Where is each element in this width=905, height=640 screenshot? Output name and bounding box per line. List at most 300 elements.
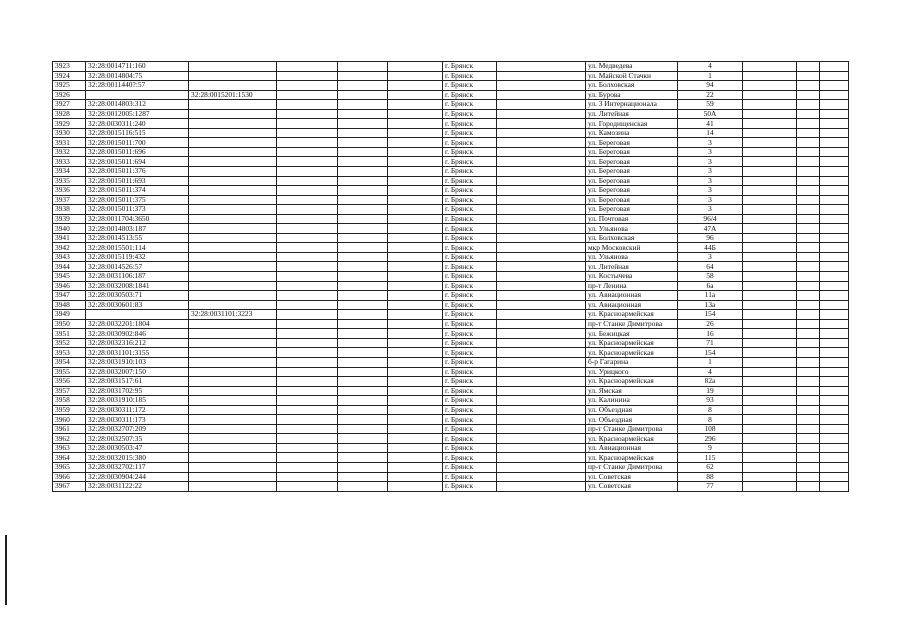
row-number: 3948 [53,300,86,310]
cadastral-number-alt [189,434,277,444]
empty-cell [338,472,388,482]
cadastral-number-alt [189,167,277,177]
empty-cell [277,348,338,358]
empty-cell [277,300,338,310]
empty-cell [797,396,820,406]
empty-cell [743,357,797,367]
empty-cell [743,472,797,482]
empty-cell [743,147,797,157]
row-number: 3927 [53,100,86,110]
street-cell: ул. Береговая [586,186,678,196]
street-cell: ул. Литейная [586,262,678,272]
table-row [53,453,849,463]
city-cell: г. Брянск [443,205,497,215]
empty-cell [277,195,338,205]
empty-cell [820,167,849,177]
cadastral-number: 32:28:0031910:185 [86,396,189,406]
empty-cell [388,310,443,320]
street-cell: ул. Береговая [586,157,678,167]
cadastral-number-alt [189,147,277,157]
empty-cell [497,377,586,387]
house-number-cell: 64 [678,262,743,272]
table-row [53,396,849,406]
cadastral-number: 32:28:0032702:117 [86,462,189,472]
table-row [53,214,849,224]
table-row [53,405,849,415]
empty-cell [388,386,443,396]
street-cell: ул. Ульянова [586,224,678,234]
street-cell: ул. Красноармейская [586,310,678,320]
cadastral-number-alt [189,281,277,291]
empty-cell [797,424,820,434]
house-number-cell: 154 [678,310,743,320]
street-cell: ул. Костычева [586,272,678,282]
row-number: 3964 [53,453,86,463]
empty-cell [338,482,388,492]
table-row [53,205,849,215]
city-cell: г. Брянск [443,357,497,367]
empty-cell [743,252,797,262]
city-cell: г. Брянск [443,377,497,387]
street-cell: ул. Бурова [586,90,678,100]
empty-cell [497,205,586,215]
street-cell: ул. Авиационная [586,300,678,310]
row-number: 3942 [53,243,86,253]
empty-cell [743,434,797,444]
street-cell: ул. Советская [586,482,678,492]
city-cell: г. Брянск [443,233,497,243]
cadastral-number: 32:28:0031702:95 [86,386,189,396]
empty-cell [497,233,586,243]
empty-cell [797,233,820,243]
empty-cell [820,252,849,262]
empty-cell [820,415,849,425]
empty-cell [277,329,338,339]
house-number-cell: 62 [678,462,743,472]
cadastral-number: 32:28:0015116:515 [86,128,189,138]
cadastral-number: 32:28:0030311:240 [86,119,189,129]
cadastral-number: 32:28:0011440?:57 [86,81,189,91]
empty-cell [497,119,586,129]
row-number: 3932 [53,147,86,157]
cadastral-number: 32:28:0032007:150 [86,367,189,377]
house-number-cell: 93 [678,396,743,406]
house-number-cell: 3 [678,186,743,196]
empty-cell [388,262,443,272]
empty-cell [797,443,820,453]
table-row [53,243,849,253]
table-row [53,119,849,129]
empty-cell [388,157,443,167]
empty-cell [820,338,849,348]
cadastral-number-alt [189,319,277,329]
row-number: 3958 [53,396,86,406]
city-cell: г. Брянск [443,329,497,339]
empty-cell [797,195,820,205]
empty-cell [820,233,849,243]
empty-cell [497,300,586,310]
empty-cell [820,472,849,482]
empty-cell [820,100,849,110]
house-number-cell: 96 [678,233,743,243]
empty-cell [797,205,820,215]
city-cell: г. Брянск [443,443,497,453]
cadastral-number: 32:28:0015011:375 [86,195,189,205]
empty-cell [277,377,338,387]
house-number-cell: 4 [678,367,743,377]
table-row [53,100,849,110]
cadastral-number: 32:28:0031910:103 [86,357,189,367]
empty-cell [797,386,820,396]
row-number: 3923 [53,62,86,72]
empty-cell [497,405,586,415]
row-number: 3931 [53,138,86,148]
empty-cell [338,348,388,358]
cadastral-number-alt [189,128,277,138]
house-number-cell: 11а [678,291,743,301]
empty-cell [388,291,443,301]
empty-cell [338,205,388,215]
empty-cell [277,415,338,425]
empty-cell [338,224,388,234]
empty-cell [497,157,586,167]
cadastral-number: 32:28:0030601:83 [86,300,189,310]
city-cell: г. Брянск [443,176,497,186]
house-number-cell: 71 [678,338,743,348]
house-number-cell: 44Б [678,243,743,253]
table-row [53,62,849,72]
empty-cell [497,109,586,119]
empty-cell [338,443,388,453]
empty-cell [497,415,586,425]
city-cell: г. Брянск [443,224,497,234]
city-cell: г. Брянск [443,338,497,348]
row-number: 3952 [53,338,86,348]
empty-cell [797,138,820,148]
house-number-cell: 88 [678,472,743,482]
table-row [53,434,849,444]
empty-cell [388,348,443,358]
empty-cell [797,252,820,262]
city-cell: г. Брянск [443,71,497,81]
empty-cell [743,310,797,320]
cadastral-number-alt [189,377,277,387]
empty-cell [820,138,849,148]
house-number-cell: 3 [678,138,743,148]
table-row [53,319,849,329]
cadastral-number: 32:28:0014711:160 [86,62,189,72]
empty-cell [277,386,338,396]
empty-cell [338,167,388,177]
table-row [53,138,849,148]
city-cell: г. Брянск [443,291,497,301]
empty-cell [820,367,849,377]
cadastral-number-alt [189,348,277,358]
empty-cell [820,71,849,81]
empty-cell [338,329,388,339]
row-number: 3949 [53,310,86,320]
empty-cell [338,195,388,205]
row-number: 3924 [53,71,86,81]
house-number-cell: 1 [678,71,743,81]
house-number-cell: 4 [678,62,743,72]
empty-cell [388,90,443,100]
table-row [53,186,849,196]
city-cell: г. Брянск [443,367,497,377]
city-cell: г. Брянск [443,462,497,472]
cadastral-number: 32:28:0030311:173 [86,415,189,425]
table-row [53,291,849,301]
empty-cell [797,405,820,415]
empty-cell [497,472,586,482]
empty-cell [743,128,797,138]
empty-cell [797,81,820,91]
street-cell: б-р Гагарина [586,357,678,367]
cadastral-number: 32:28:0011704:3650 [86,214,189,224]
street-cell: ул. Красноармейская [586,453,678,463]
empty-cell [388,396,443,406]
empty-cell [497,81,586,91]
empty-cell [820,357,849,367]
empty-cell [388,186,443,196]
empty-cell [388,128,443,138]
house-number-cell: 108 [678,424,743,434]
empty-cell [743,482,797,492]
empty-cell [743,262,797,272]
cadastral-number: 32:28:0032201:1804 [86,319,189,329]
empty-cell [820,62,849,72]
city-cell: г. Брянск [443,386,497,396]
empty-cell [277,262,338,272]
empty-cell [338,396,388,406]
empty-cell [743,224,797,234]
cadastral-number-alt [189,300,277,310]
cadastral-number-alt [189,424,277,434]
empty-cell [388,100,443,110]
empty-cell [497,214,586,224]
empty-cell [388,415,443,425]
empty-cell [743,100,797,110]
empty-cell [277,138,338,148]
cadastral-number-alt [189,386,277,396]
empty-cell [388,357,443,367]
street-cell: ул. Городищенская [586,119,678,129]
empty-cell [797,214,820,224]
empty-cell [743,462,797,472]
table-row [53,300,849,310]
cadastral-number-alt: 32:28:0031101:3223 [189,310,277,320]
empty-cell [497,357,586,367]
empty-cell [743,377,797,387]
empty-cell [743,167,797,177]
empty-cell [797,100,820,110]
table-row [53,167,849,177]
empty-cell [497,224,586,234]
empty-cell [497,291,586,301]
cadastral-number-alt [189,243,277,253]
empty-cell [497,281,586,291]
cadastral-number: 32:28:0032015:380 [86,453,189,463]
city-cell: г. Брянск [443,434,497,444]
empty-cell [277,434,338,444]
empty-cell [497,462,586,472]
empty-cell [497,147,586,157]
empty-cell [338,405,388,415]
house-number-cell: 94 [678,81,743,91]
empty-cell [388,195,443,205]
empty-cell [743,424,797,434]
house-number-cell: 26 [678,319,743,329]
house-number-cell: 58 [678,272,743,282]
empty-cell [497,348,586,358]
street-cell: пр-т Станке Димитрова [586,319,678,329]
empty-cell [388,233,443,243]
cadastral-number-alt [189,291,277,301]
street-cell: ул. Болховская [586,233,678,243]
cadastral-number: 32:28:0012005:1287 [86,109,189,119]
table-row [53,262,849,272]
cadastral-number-alt [189,233,277,243]
city-cell: г. Брянск [443,100,497,110]
empty-cell [338,100,388,110]
cadastral-number: 32:28:0015011:376 [86,167,189,177]
empty-cell [388,453,443,463]
empty-cell [388,119,443,129]
cadastral-number: 32:28:0032316:212 [86,338,189,348]
empty-cell [820,377,849,387]
house-number-cell: 296 [678,434,743,444]
empty-cell [338,291,388,301]
empty-cell [338,434,388,444]
empty-cell [277,405,338,415]
street-cell: ул. Камозина [586,128,678,138]
empty-cell [497,100,586,110]
empty-cell [338,233,388,243]
street-cell: ул. Калинина [586,396,678,406]
empty-cell [277,186,338,196]
house-number-cell: 82а [678,377,743,387]
empty-cell [338,109,388,119]
table-row [53,482,849,492]
empty-cell [743,281,797,291]
cadastral-number: 32:28:0030904:244 [86,472,189,482]
empty-cell [820,329,849,339]
house-number-cell: 3 [678,167,743,177]
empty-cell [277,462,338,472]
table-row [53,415,849,425]
cadastral-number-alt [189,252,277,262]
city-cell: г. Брянск [443,281,497,291]
row-number: 3966 [53,472,86,482]
cadastral-number: 32:28:0032707:209 [86,424,189,434]
empty-cell [820,205,849,215]
row-number: 3961 [53,424,86,434]
row-number: 3943 [53,252,86,262]
cadastral-number-alt [189,71,277,81]
table-row [53,109,849,119]
cadastral-number: 32:28:0031122:22 [86,482,189,492]
row-number: 3936 [53,186,86,196]
empty-cell [743,291,797,301]
empty-cell [338,62,388,72]
empty-cell [743,195,797,205]
empty-cell [820,176,849,186]
empty-cell [497,176,586,186]
city-cell: г. Брянск [443,405,497,415]
cadastral-number-alt [189,109,277,119]
empty-cell [338,424,388,434]
empty-cell [820,310,849,320]
empty-cell [277,443,338,453]
empty-cell [797,462,820,472]
house-number-cell: 8 [678,415,743,425]
cadastral-number-alt [189,396,277,406]
street-cell: пр-т Станке Димитрова [586,424,678,434]
empty-cell [497,90,586,100]
cadastral-number: 32:28:0014526:57 [86,262,189,272]
empty-cell [743,214,797,224]
empty-cell [277,357,338,367]
row-number: 3965 [53,462,86,472]
street-cell: ул. Почтовая [586,214,678,224]
street-cell: ул. Литейная [586,109,678,119]
empty-cell [388,281,443,291]
house-number-cell: 59 [678,100,743,110]
empty-cell [797,377,820,387]
empty-cell [338,272,388,282]
cadastral-number-alt [189,119,277,129]
row-number: 3941 [53,233,86,243]
cadastral-number: 32:28:0014804:75 [86,71,189,81]
city-cell: г. Брянск [443,300,497,310]
empty-cell [797,291,820,301]
city-cell: г. Брянск [443,319,497,329]
cadastral-number: 32:28:0015011:373 [86,205,189,215]
city-cell: г. Брянск [443,195,497,205]
empty-cell [743,367,797,377]
empty-cell [743,176,797,186]
empty-cell [277,338,338,348]
city-cell: г. Брянск [443,472,497,482]
empty-cell [277,367,338,377]
empty-cell [820,90,849,100]
empty-cell [497,319,586,329]
cadastral-number-alt [189,443,277,453]
empty-cell [743,205,797,215]
house-number-cell: 3 [678,252,743,262]
row-number: 3950 [53,319,86,329]
empty-cell [797,319,820,329]
cadastral-number-alt [189,81,277,91]
empty-cell [797,453,820,463]
empty-cell [820,396,849,406]
property-registry-table [52,61,849,492]
city-cell: г. Брянск [443,396,497,406]
cadastral-number-alt [189,214,277,224]
city-cell: г. Брянск [443,310,497,320]
empty-cell [743,386,797,396]
scan-edge-mark [5,535,7,605]
empty-cell [820,157,849,167]
row-number: 3953 [53,348,86,358]
row-number: 3945 [53,272,86,282]
cadastral-number: 32:28:0014803:187 [86,224,189,234]
empty-cell [388,424,443,434]
empty-cell [277,281,338,291]
city-cell: г. Брянск [443,272,497,282]
cadastral-number-alt [189,462,277,472]
house-number-cell: 96/4 [678,214,743,224]
